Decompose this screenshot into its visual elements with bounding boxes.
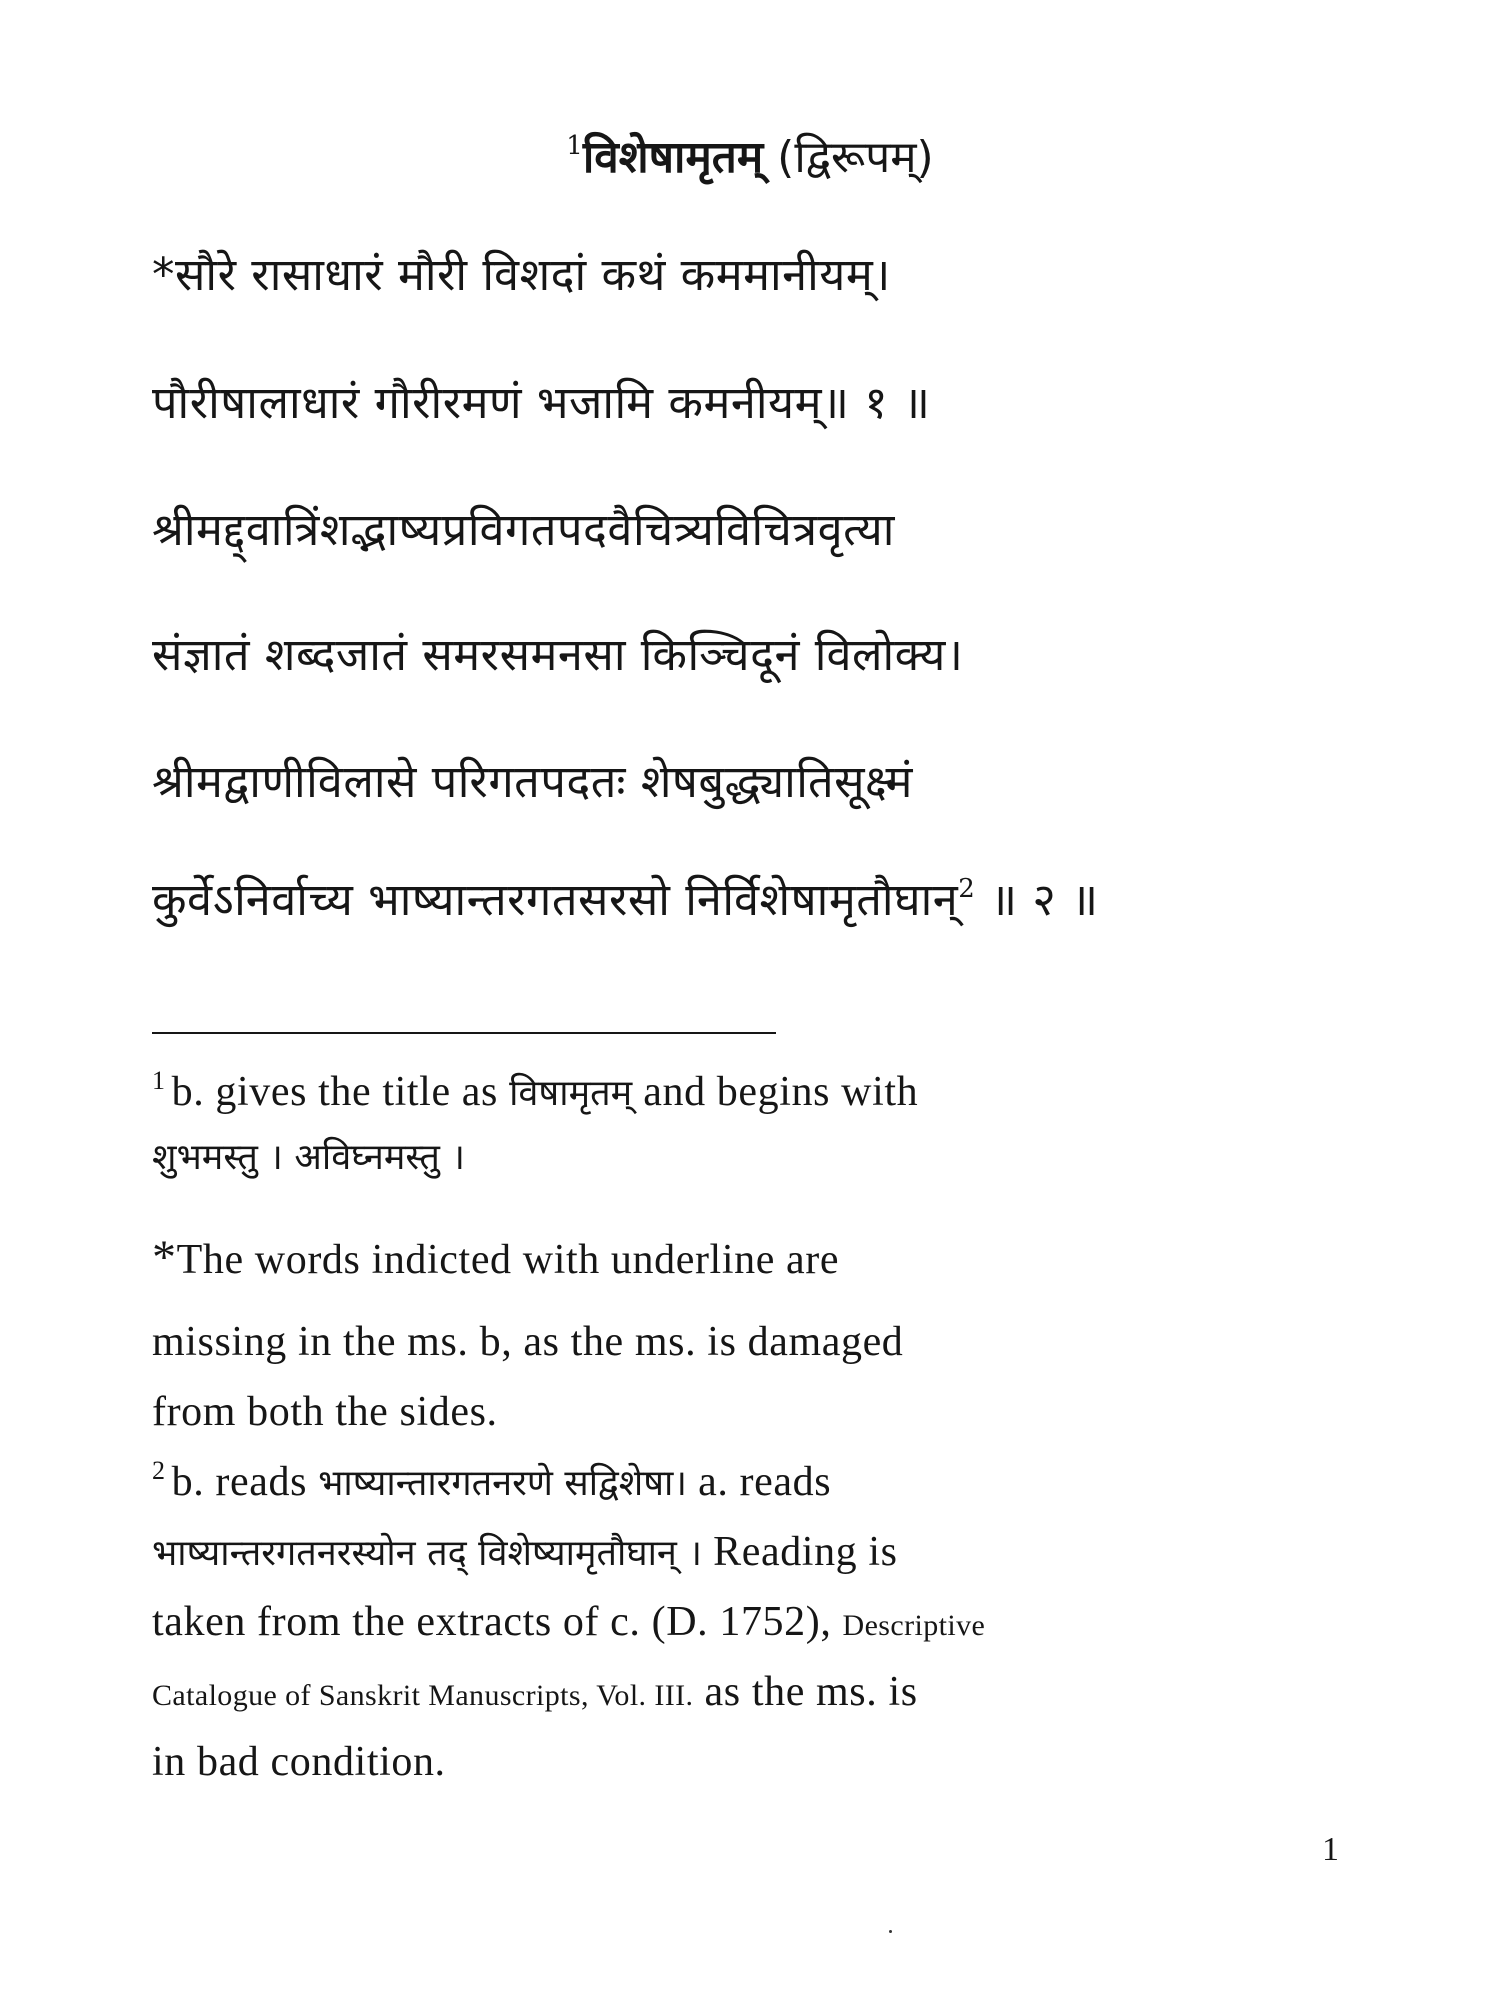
verse-line-1 (152, 245, 891, 305)
verse-line-2 (152, 373, 930, 433)
verse-footnote-marker-2: 2 (958, 874, 976, 904)
footnote-2-line-1 (152, 1454, 831, 1512)
footnote-2-line-3-main: taken from the extracts of c. (D. 1752), (152, 1599, 843, 1645)
scan-speck (889, 1930, 892, 1933)
footnote-star-line-3 (152, 1384, 498, 1440)
verse-line-4-text: संज्ञातं शब्दजातं समरसमनसा किञ्चिदूनं विलोक्य। (152, 628, 964, 681)
verse-line-2-text: पौरीषालाधारं गौरीरमणं भजामि कमनीयम्॥ १ ॥ (152, 376, 931, 429)
footnote-2-line-5 (152, 1734, 446, 1790)
footnote-star-line-1 (152, 1232, 839, 1288)
footnote-1-text-after: and begins with (632, 1069, 919, 1115)
footnote-2-line-4-main: as the ms. is (693, 1669, 918, 1715)
footnote-star-marker: * (152, 1231, 177, 1284)
footnote-2-reading-b: भाष्यान्तारगतनरणे सद्विशेषा। (318, 1463, 687, 1504)
footnote-1-line-2 (152, 1128, 465, 1186)
page-title (0, 128, 1500, 188)
footnote-2-line-5-text: in bad condition. (152, 1739, 446, 1785)
footnote-divider (152, 1032, 776, 1034)
footnote-1-line-1 (152, 1064, 918, 1122)
title-footnote-marker: 1 (566, 131, 583, 161)
footnote-2-text-after-a: Reading is (702, 1529, 898, 1575)
footnote-2-line-2 (152, 1524, 898, 1582)
footnote-2-line-3 (152, 1594, 985, 1654)
footnote-1-sanskrit-title: विषामृतम् (509, 1073, 633, 1114)
footnote-star-line-2 (152, 1314, 903, 1370)
verse-line-6-tail: ॥ २ ॥ (975, 873, 1099, 926)
footnote-2-line-4 (152, 1664, 918, 1724)
footnote-star-text-1: The words indicted with underline are (176, 1237, 840, 1283)
verse-line-5 (152, 752, 913, 812)
verse-line-5-text: श्रीमद्वाणीविलासे परिगतपदतः शेषबुद्ध्यातिसूक्ष्मं (152, 755, 913, 808)
footnote-1-text-before: b. gives the title as (171, 1069, 510, 1115)
verse-line-3 (152, 500, 895, 560)
footnote-star-text-2: missing in the ms. b, as the ms. is damaged (152, 1319, 904, 1365)
footnote-1-marker: 1 (152, 1066, 166, 1095)
title-main: विशेषामृतम् (582, 132, 764, 183)
verse-line-1-text: *सौरे रासाधारं मौरी विशदां कथं कममानीयम्। (152, 248, 891, 301)
verse-line-4 (152, 625, 963, 685)
footnote-2-text-before: b. reads (171, 1459, 319, 1505)
title-subtitle: (द्विरूपम्) (777, 132, 934, 183)
footnote-1-invocation: शुभमस्तु । अविघ्नमस्तु । (152, 1137, 465, 1178)
verse-line-3-text: श्रीमद्द्वात्रिंशद्भाष्यप्रविगतपदवैचित्र्यविचित्रवृत्या (152, 503, 895, 556)
footnote-2-catalogue: Catalogue of Sanskrit Manuscripts, Vol. III. (152, 1679, 694, 1712)
page-number: 1 (1322, 1831, 1339, 1868)
footnote-2-marker: 2 (152, 1456, 166, 1485)
verse-line-6 (152, 870, 1099, 930)
footnote-2-line-3-small: Descriptive (842, 1609, 986, 1642)
footnote-2-text-mid: a. reads (686, 1459, 832, 1505)
footnote-2-reading-a: भाष्यान्तरगतनरस्योन तद् विशेष्यामृतौघान् । (152, 1533, 702, 1574)
footnote-star-text-3: from both the sides. (152, 1389, 498, 1435)
verse-line-6-text: कुर्वेऽनिर्वाच्य भाष्यान्तरगतसरसो निर्विशेषामृतौघान् (152, 873, 959, 926)
